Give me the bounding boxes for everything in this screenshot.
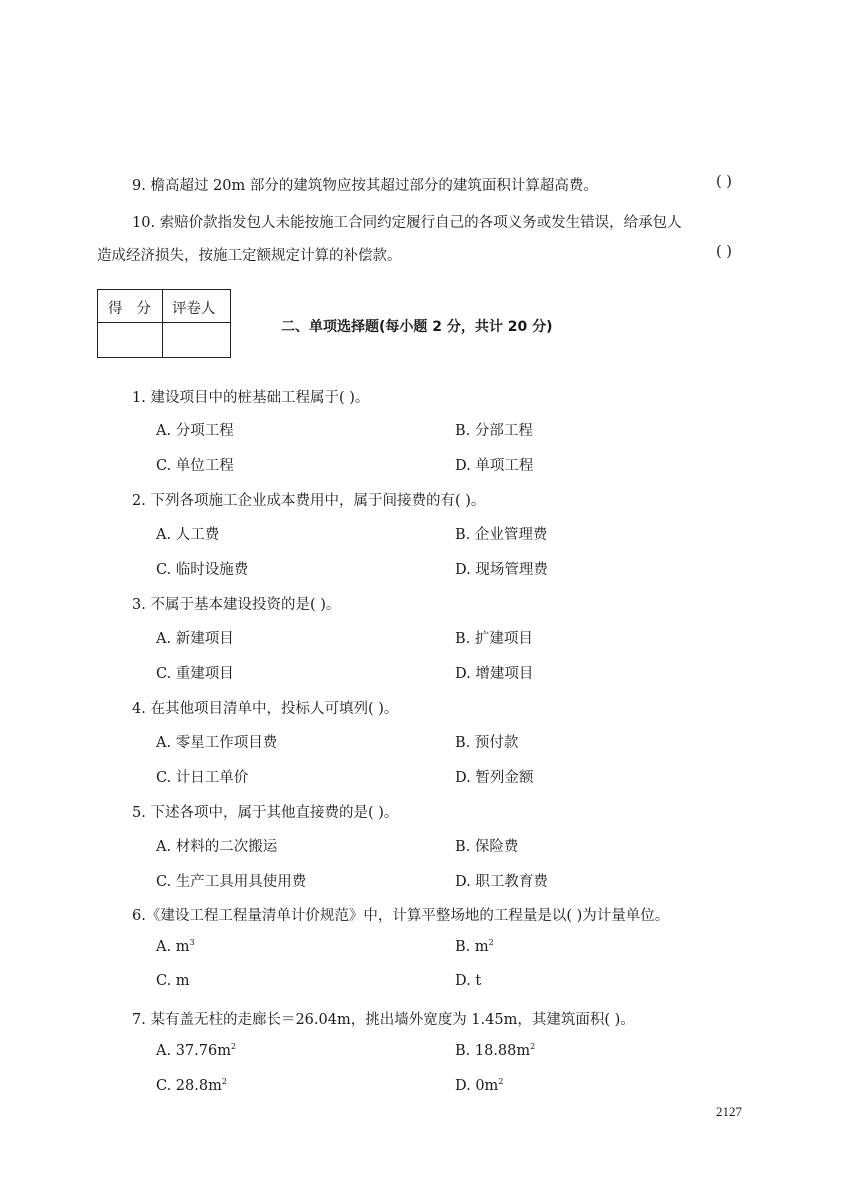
option-a[interactable] [156,1042,236,1059]
question-stem: 4. 在其他项目清单中，投标人可填列( )。 [132,701,399,717]
page-number: 2127 [716,1104,742,1119]
question-stem: 2. 下列各项施工企业成本费用中，属于间接费的有( )。 [132,493,486,509]
option-c-text: C. 28.8m [156,1078,222,1094]
option-c[interactable]: C. 计日工单价 [156,770,249,786]
score-box-divider-vertical [162,290,163,357]
option-b[interactable]: B. 扩建项目 [455,631,533,647]
option-b[interactable] [455,938,494,955]
superscript: 3 [189,938,195,947]
score-box [97,289,231,358]
option-a[interactable] [156,938,195,955]
option-d[interactable] [455,1077,503,1094]
option-a[interactable]: A. 人工费 [156,527,220,543]
option-a-text: A. m [156,939,190,955]
superscript: 2 [488,938,494,947]
option-a[interactable]: A. 材料的二次搬运 [156,839,278,855]
option-c[interactable]: C. m [156,973,190,989]
option-c[interactable]: C. 重建项目 [156,666,234,682]
option-d[interactable]: D. 单项工程 [455,458,534,474]
question-10-answer-blank[interactable]: ( ) [716,244,732,260]
option-a[interactable]: A. 分项工程 [156,423,234,439]
question-10-line2: 造成经济损失，按施工定额规定计算的补偿款。 [97,248,402,264]
option-d[interactable]: D. 暂列金额 [455,770,534,786]
option-c[interactable]: C. 单位工程 [156,458,234,474]
superscript: 2 [498,1077,504,1086]
option-d[interactable]: D. t [455,973,482,989]
option-b[interactable]: B. 分部工程 [455,423,533,439]
score-label: 得 分 [108,301,151,317]
option-b-text: B. m [455,939,489,955]
option-b-text: B. 18.88m [455,1043,531,1059]
option-b[interactable]: B. 预付款 [455,735,519,751]
option-b[interactable]: B. 企业管理费 [455,527,548,543]
question-9-answer-blank[interactable]: ( ) [716,174,732,190]
option-a[interactable]: A. 零星工作项目费 [156,735,278,751]
option-b[interactable] [455,1042,535,1059]
question-stem: 7. 某有盖无柱的走廊长＝26.04m，挑出墙外宽度为 1.45m，其建筑面积( )。 [132,1012,635,1028]
option-d-text: D. 0m [455,1078,499,1094]
score-box-divider-horizontal [98,322,230,323]
option-d[interactable]: D. 增建项目 [455,666,534,682]
question-stem: 5. 下述各项中，属于其他直接费的是( )。 [132,805,399,821]
grader-label: 评卷人 [172,301,216,317]
question-stem: 6.《建设工程工程量清单计价规范》中，计算平整场地的工程量是以( )为计量单位。 [132,908,670,924]
question-9-text: 9. 檐高超过 20m 部分的建筑物应按其超过部分的建筑面积计算超高费。 [132,178,598,194]
option-d[interactable]: D. 职工教育费 [455,874,548,890]
option-c[interactable]: C. 临时设施费 [156,562,249,578]
option-b[interactable]: B. 保险费 [455,839,519,855]
option-d[interactable]: D. 现场管理费 [455,562,548,578]
question-stem: 1. 建设项目中的桩基础工程属于( )。 [132,390,370,406]
option-c[interactable]: C. 生产工具用具使用费 [156,874,307,890]
option-a-text: A. 37.76m [156,1043,231,1059]
question-10-line1: 10. 索赔价款指发包人未能按施工合同约定履行自己的各项义务或发生错误，给承包人 [132,215,682,231]
superscript: 2 [221,1077,227,1086]
option-a[interactable]: A. 新建项目 [156,631,234,647]
superscript: 2 [230,1042,237,1051]
option-c[interactable] [156,1077,227,1094]
section-title: 二、单项选择题(每小题 2 分，共计 20 分) [281,319,553,335]
question-stem: 3. 不属于基本建设投资的是( )。 [132,597,341,613]
superscript: 2 [530,1042,536,1051]
